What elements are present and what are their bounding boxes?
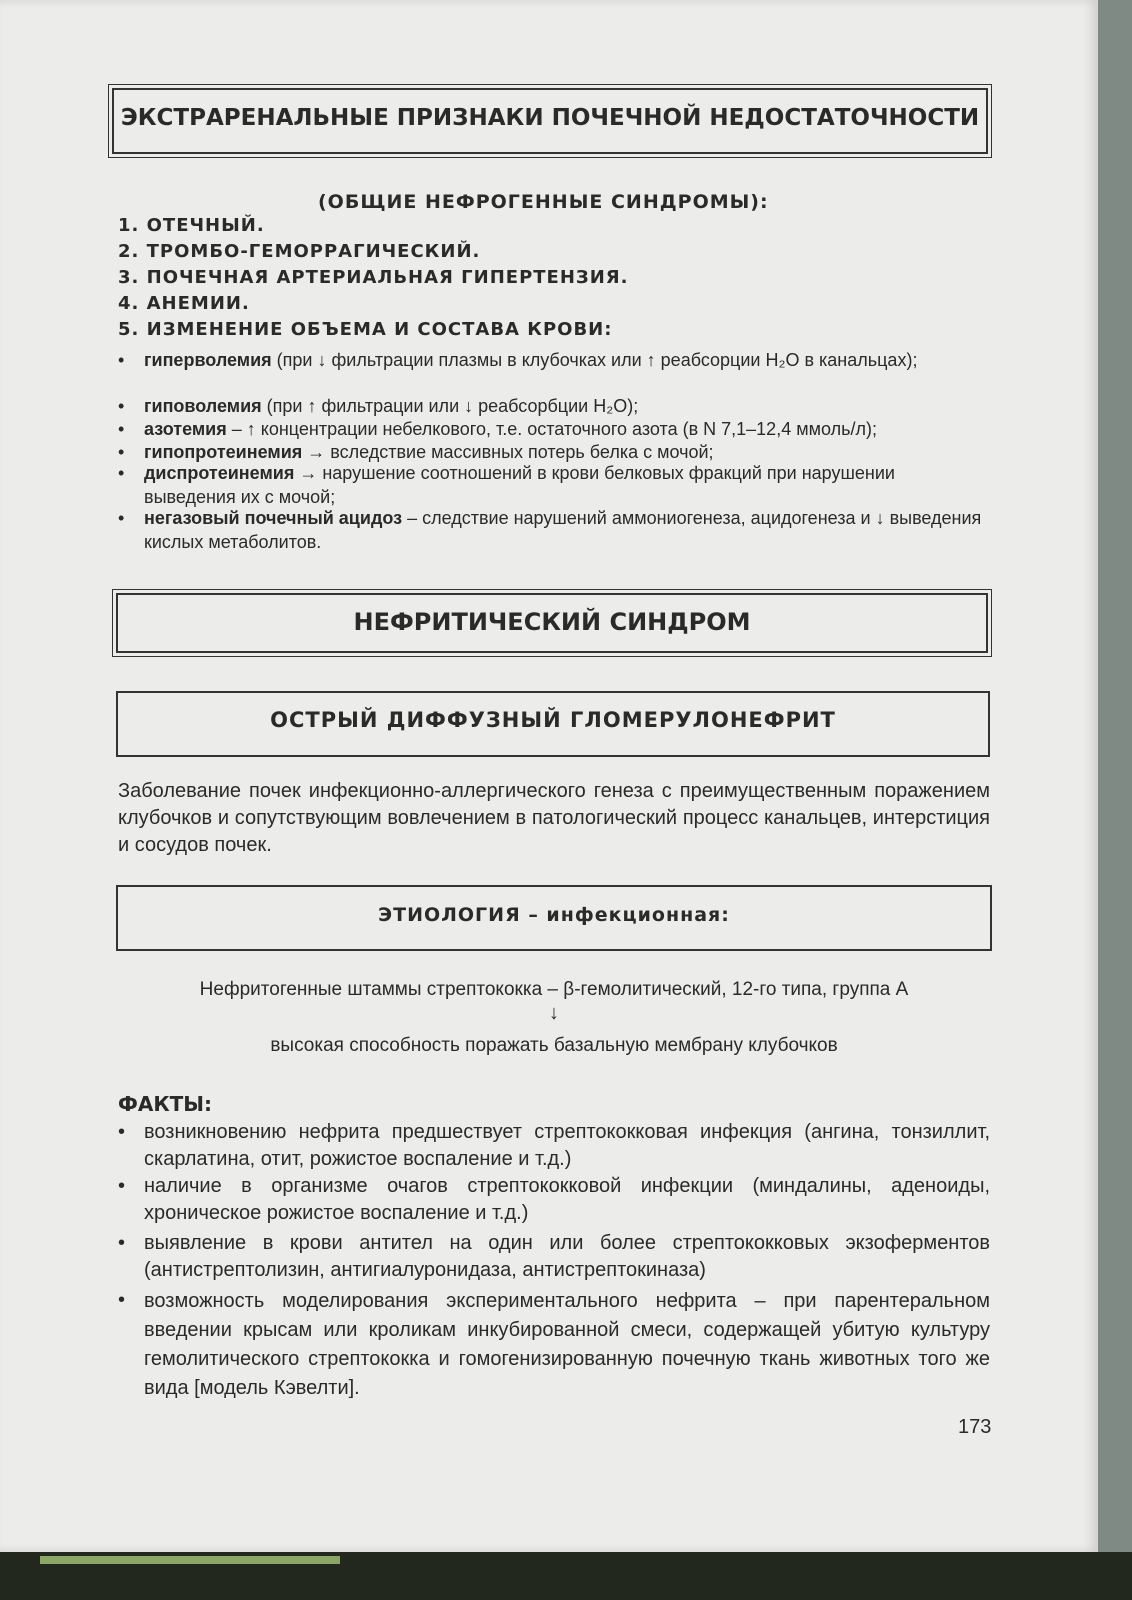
header-title: ЭКСТРАРЕНАЛЬНЫЕ ПРИЗНАКИ ПОЧЕЧНОЙ НЕДОСТАТОЧНОСТИ [120,105,980,131]
fact-text: возможность моделирования экспериментального нефрита – при парентеральном введении крысам или кроликам инкубированной смеси, содержащей убитую культуру гемолитического стрептококка и гомогенизированную почечную ткань животных того же вида [модель Кэвелти]. [144,1290,990,1399]
syndrome-list [118,213,628,343]
blood-item [118,394,990,418]
glomerulonephritis-title: ОСТРЫЙ ДИФФУЗНЫЙ ГЛОМЕРУЛОНЕФРИТ [270,708,836,732]
fact-item [118,1173,990,1227]
bullet: • [118,350,125,370]
header-box [112,88,988,154]
term: негазовый почечный ацидоз [144,508,403,528]
fact-item [118,1119,990,1173]
blood-item [118,348,990,372]
bullet: • [118,1175,126,1197]
fact-item [118,1287,990,1403]
syndrome-item: 4. АНЕМИИ. [118,293,250,314]
nephritic-syndrome-box [116,593,988,653]
etiology-box [116,885,992,951]
bullet: • [118,419,125,439]
term: гиповолемия [144,396,262,416]
blood-item [118,461,990,509]
syndrome-item: 1. ОТЕЧНЫЙ. [118,215,265,236]
term: гиперволемия [144,350,272,370]
term-description: – следствие нарушений аммониогенеза, ацидогенеза и ↓ выведения кислых метаболитов. [144,508,982,552]
syndrome-item: 2. ТРОМБО-ГЕМОРРАГИЧЕСКИЙ. [118,241,481,262]
syndrome-item: 5. ИЗМЕНЕНИЕ ОБЪЕМА И СОСТАВА КРОВИ: [118,319,613,340]
facts-heading: ФАКТЫ: [118,1092,213,1116]
fact-item [118,1230,990,1284]
nephritic-title: НЕФРИТИЧЕСКИЙ СИНДРОМ [353,608,751,636]
term-description: → нарушение соотношений в крови белковых фракций при нарушении выведения их с мочой; [144,463,895,507]
fact-text: возникновению нефрита предшествует стрептококковая инфекция (ангина, тонзиллит, скарлатина, отит, рожистое воспаление и т.д.) [144,1121,990,1170]
etiology-strains: Нефритогенные штаммы стрептококка – β-гемолитический, 12-го типа, группа А [199,979,909,1000]
bullet: • [118,442,125,462]
bullet: • [118,396,125,416]
term: гипопротеинемия [144,442,303,462]
definition-paragraph: Заболевание почек инфекционно-аллергического генеза с преимущественным поражением клубочков и сопутствующим вовлечением в патологический процесс канальцев, интерстиция и сосудов почек. [118,780,990,856]
fact-text: наличие в организме очагов стрептококковой инфекции (миндалины, аденоиды, хроническое рожистое воспаление и т.д.) [144,1175,990,1224]
bullet: • [118,1232,126,1254]
blood-item [118,506,990,554]
term-description: → вследствие массивных потерь белка с мочой; [302,442,714,462]
page-number: 173 [958,1416,992,1438]
term: азотемия [144,419,227,439]
bullet: • [118,1121,126,1143]
syndrome-item: 3. ПОЧЕЧНАЯ АРТЕРИАЛЬНАЯ ГИПЕРТЕНЗИЯ. [118,267,629,288]
page-edge-right [1098,0,1132,1600]
subheading: (ОБЩИЕ НЕФРОГЕННЫЕ СИНДРОМЫ): [318,191,769,213]
blood-item [118,417,990,441]
term-description: (при ↑ фильтрации или ↓ реабсорбции H₂O); [261,396,639,416]
etiology-consequence: высокая способность поражать базальную мембрану клубочков [270,1035,838,1056]
bullet: • [118,508,125,528]
bullet: • [118,463,125,483]
bullet: • [118,1289,126,1311]
down-arrow: ↓ [549,1002,559,1024]
term-description: – ↑ концентрации небелкового, т.е. остаточного азота (в N 7,1–12,4 ммоль/л); [226,419,877,439]
term-description: (при ↓ фильтрации плазмы в клубочках или ↑ реабсорции H₂O в канальцах); [271,350,918,370]
fact-text: выявление в крови антител на один или более стрептококковых экзоферментов (антистрептолизин, антигиалуронидаза, антистрептокиназа) [144,1232,990,1281]
glomerulonephritis-box [116,691,990,757]
term: диспротеинемия [144,463,295,483]
etiology-title: ЭТИОЛОГИЯ – инфекционная: [378,904,730,926]
binding-strip [40,1556,340,1564]
